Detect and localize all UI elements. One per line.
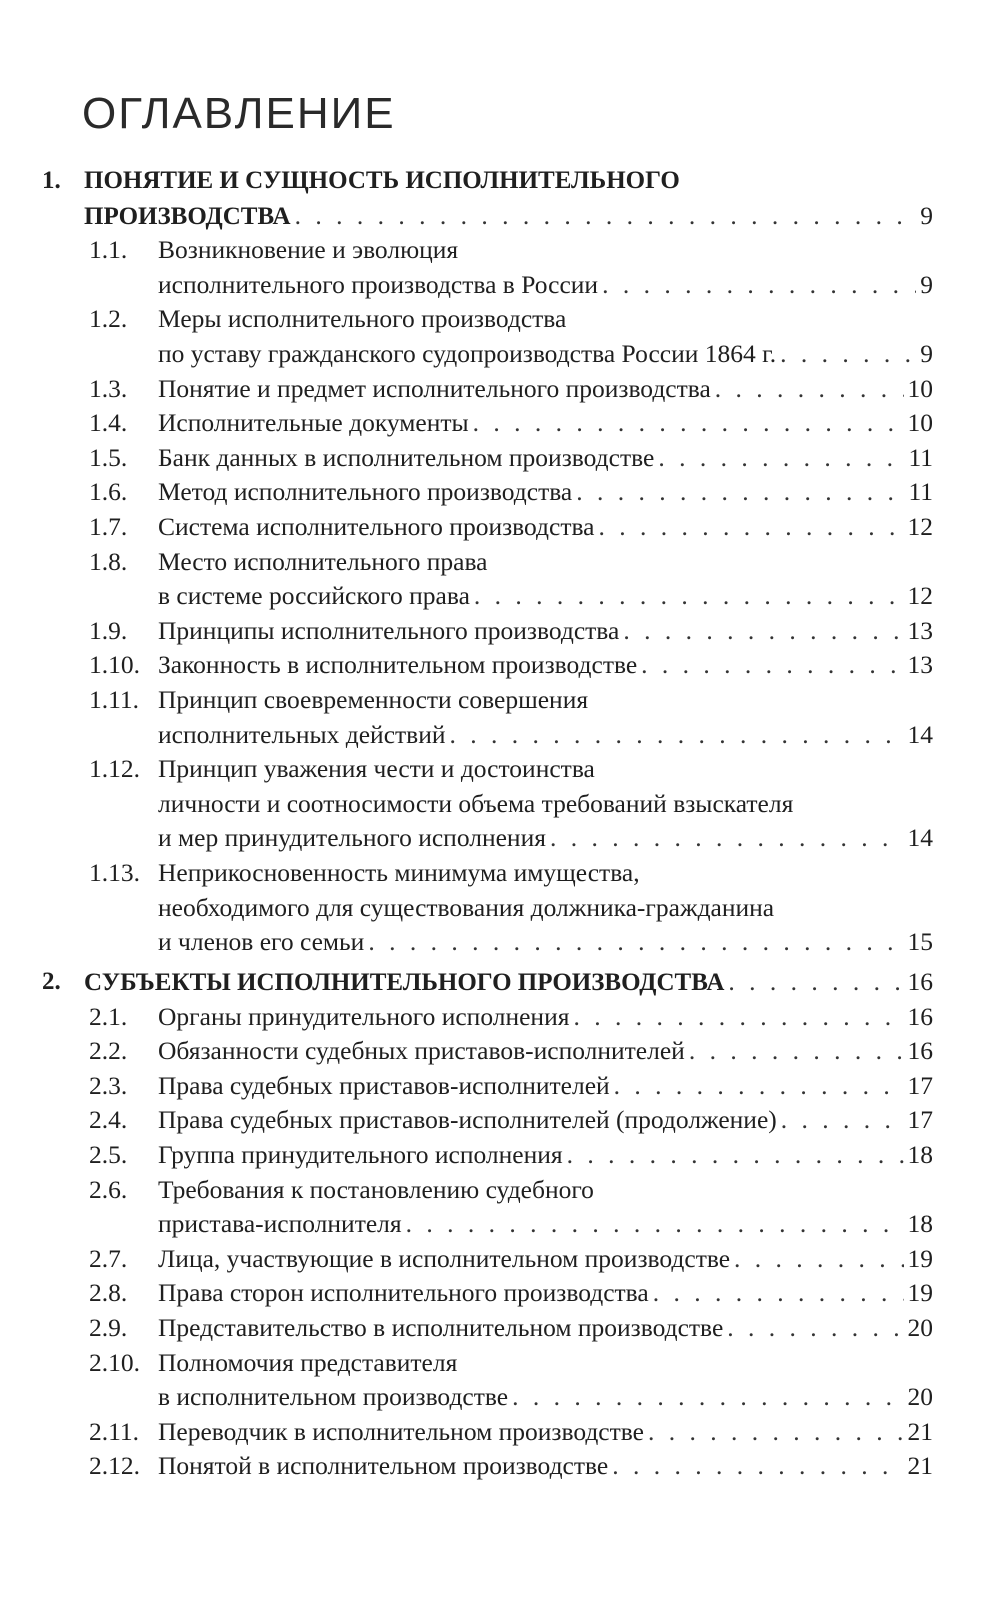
- page-number: 17: [907, 1070, 933, 1100]
- page-number: 10: [907, 408, 933, 438]
- section-entry-text: и мер принудительного исполнения: [158, 823, 546, 853]
- section-entry[interactable]: [158, 1311, 933, 1345]
- page-number: 13: [907, 650, 933, 680]
- section-number: 2.1.: [89, 1001, 128, 1031]
- section-number: 1.9.: [89, 615, 128, 645]
- page-number: 9: [920, 269, 933, 299]
- page-number: 19: [907, 1278, 933, 1308]
- section-number: 1.13.: [89, 858, 140, 887]
- section-entry[interactable]: [158, 1380, 933, 1414]
- section-title-line: личности и соотносимости объема требований взыскателя: [158, 788, 794, 818]
- page-number: 16: [907, 1001, 933, 1031]
- section-number: 2.2.: [89, 1036, 128, 1066]
- chapter-number: 1.: [42, 167, 61, 194]
- dot-leader: [689, 1034, 904, 1068]
- chapter-number: 2.: [42, 968, 61, 995]
- chapter-title-line: ПОНЯТИЕ И СУЩНОСТЬ ИСПОЛНИТЕЛЬНОГО: [84, 167, 680, 194]
- dot-leader: [599, 510, 904, 544]
- section-entry[interactable]: [158, 1138, 933, 1172]
- section-entry-text: Система исполнительного производства: [158, 512, 595, 541]
- section-number: 1.11.: [89, 685, 140, 714]
- section-entry[interactable]: [158, 1415, 933, 1449]
- page-number: 10: [907, 373, 933, 403]
- chapter-entry[interactable]: [84, 965, 933, 999]
- section-entry-text: Законность в исполнительном производстве: [158, 650, 638, 680]
- chapter-entry-text: СУБЪЕКТЫ ИСПОЛНИТЕЛЬНОГО ПРОИЗВОДСТВА: [84, 969, 725, 996]
- section-number: 1.6.: [89, 477, 128, 507]
- dot-leader: [623, 614, 903, 648]
- section-title-line: Требования к постановлению судебного: [158, 1174, 594, 1204]
- dot-leader: [658, 441, 904, 475]
- dot-leader: [576, 475, 904, 509]
- section-number: 2.9.: [89, 1313, 128, 1342]
- section-title-line: Принцип уважения чести и достоинства: [158, 754, 595, 784]
- section-entry-text: в системе российского права: [158, 581, 470, 611]
- page-number: 16: [907, 1036, 933, 1066]
- dot-leader: [567, 1138, 904, 1172]
- section-entry[interactable]: [158, 475, 933, 509]
- section-entry[interactable]: [158, 1000, 933, 1034]
- dot-leader: [450, 718, 904, 752]
- section-entry[interactable]: [158, 441, 933, 475]
- section-entry[interactable]: [158, 406, 933, 440]
- section-entry-text: исполнительного производства в России: [158, 269, 599, 299]
- section-entry-text: Принципы исполнительного производства: [158, 615, 620, 645]
- section-title-line: Неприкосновенность минимума имущества,: [158, 858, 640, 887]
- dot-leader: [474, 579, 904, 613]
- section-entry[interactable]: [158, 925, 933, 959]
- section-title-line: Полномочия представителя: [158, 1347, 458, 1377]
- section-entry-text: и членов его семьи: [158, 927, 365, 957]
- section-entry-text: Переводчик в исполнительном производстве: [158, 1416, 644, 1446]
- section-entry[interactable]: [158, 1207, 933, 1241]
- page-number: 21: [907, 1451, 933, 1481]
- section-number: 1.4.: [89, 408, 128, 438]
- section-number: 1.10.: [89, 650, 140, 680]
- section-title-line: Меры исполнительного производства: [158, 304, 567, 334]
- page-number: 11: [908, 442, 933, 472]
- section-entry[interactable]: [158, 1449, 933, 1483]
- page-number: 14: [907, 823, 933, 853]
- section-number: 2.3.: [89, 1070, 128, 1100]
- page-number: 12: [907, 581, 933, 611]
- dot-leader: [648, 1415, 904, 1449]
- section-entry[interactable]: [158, 648, 933, 682]
- section-number: 1.1.: [89, 235, 128, 265]
- section-entry-text: по уставу гражданского судопроизводства России 1864 г.: [158, 339, 777, 368]
- page-number: 21: [907, 1416, 933, 1446]
- section-number: 1.3.: [89, 373, 128, 403]
- section-entry-text: Понятие и предмет исполнительного производства: [158, 373, 711, 403]
- dot-leader: [473, 406, 904, 440]
- dot-leader: [550, 821, 904, 855]
- section-entry-text: в исполнительном производстве: [158, 1382, 509, 1412]
- page-number: 18: [907, 1140, 933, 1169]
- section-entry[interactable]: [158, 1103, 933, 1137]
- dot-leader: [734, 1242, 903, 1276]
- page-title: ОГЛАВЛЕНИЕ: [82, 89, 396, 138]
- dot-leader: [406, 1207, 904, 1241]
- section-number: 1.5.: [89, 442, 128, 472]
- page-number: 9: [920, 339, 933, 368]
- dot-leader: [573, 1000, 903, 1034]
- section-number: 2.5.: [89, 1140, 128, 1169]
- section-number: 1.2.: [89, 304, 128, 334]
- section-number: 2.4.: [89, 1105, 128, 1135]
- dot-leader: [368, 925, 903, 959]
- section-entry-text: Права сторон исполнительного производства: [158, 1278, 649, 1308]
- page-number: 17: [907, 1105, 933, 1135]
- section-number: 2.7.: [89, 1243, 128, 1273]
- section-entry[interactable]: [158, 579, 933, 613]
- section-entry-text: Представительство в исполнительном производстве: [158, 1313, 724, 1342]
- dot-leader: [715, 372, 904, 406]
- dot-leader: [612, 1449, 903, 1483]
- section-entry[interactable]: [158, 1034, 933, 1068]
- dot-leader: [780, 337, 916, 371]
- section-entry-text: пристава-исполнителя: [158, 1209, 402, 1239]
- section-entry-text: Исполнительные документы: [158, 408, 469, 438]
- dot-leader: [641, 648, 903, 682]
- section-title-line: Принцип своевременности совершения: [158, 685, 589, 714]
- page-number: 19: [907, 1243, 933, 1273]
- section-entry-text: Лица, участвующие в исполнительном производстве: [158, 1243, 731, 1273]
- section-number: 1.7.: [89, 512, 128, 541]
- section-title-line: необходимого для существования должника-гражданина: [158, 892, 775, 922]
- page-number: 11: [908, 477, 933, 507]
- section-number: 2.10.: [89, 1347, 140, 1377]
- section-title-line: Возникновение и эволюция: [158, 235, 459, 265]
- section-entry-text: Права судебных приставов-исполнителей: [158, 1070, 610, 1100]
- section-entry-text: исполнительных действий: [158, 719, 446, 749]
- section-entry-text: Органы принудительного исполнения: [158, 1001, 570, 1031]
- page-number: 14: [907, 719, 933, 749]
- page-number: 9: [920, 200, 933, 230]
- page-number: 20: [907, 1382, 933, 1412]
- dot-leader: [512, 1380, 903, 1414]
- section-entry[interactable]: [158, 1242, 933, 1276]
- page-number: 12: [907, 512, 933, 541]
- section-entry[interactable]: [158, 372, 933, 406]
- section-entry-text: Банк данных в исполнительном производстве: [158, 442, 655, 472]
- page-number: 16: [907, 967, 933, 996]
- section-number: 2.12.: [89, 1451, 140, 1481]
- dot-leader: [728, 965, 903, 999]
- chapter-entry[interactable]: [84, 199, 933, 233]
- page-number: 20: [907, 1313, 933, 1342]
- section-entry[interactable]: [158, 1276, 933, 1310]
- dot-leader: [295, 199, 917, 233]
- page-number: 13: [907, 615, 933, 645]
- section-entry[interactable]: [158, 337, 933, 371]
- dot-leader: [727, 1311, 903, 1345]
- section-entry[interactable]: [158, 268, 933, 302]
- dot-leader: [781, 1103, 904, 1137]
- dot-leader: [653, 1276, 904, 1310]
- dot-leader: [602, 268, 916, 302]
- page-number: 15: [907, 927, 933, 957]
- section-entry-text: Метод исполнительного производства: [158, 477, 573, 507]
- section-number: 2.6.: [89, 1174, 128, 1204]
- chapter-entry-text: ПРОИЗВОДСТВА: [84, 202, 291, 230]
- section-entry-text: Обязанности судебных приставов-исполнителей: [158, 1036, 685, 1066]
- dot-leader: [614, 1069, 904, 1103]
- section-entry[interactable]: [158, 1069, 933, 1103]
- section-number: 1.8.: [89, 546, 128, 576]
- section-entry[interactable]: [158, 718, 933, 752]
- section-entry[interactable]: [158, 821, 933, 855]
- page-number: 18: [907, 1209, 933, 1239]
- section-number: 1.12.: [89, 754, 140, 784]
- section-entry-text: Группа принудительного исполнения: [158, 1140, 563, 1169]
- section-title-line: Место исполнительного права: [158, 546, 488, 576]
- section-entry-text: Права судебных приставов-исполнителей (продолжение): [158, 1105, 777, 1135]
- section-number: 2.11.: [89, 1416, 140, 1446]
- section-entry-text: Понятой в исполнительном производстве: [158, 1451, 609, 1481]
- section-number: 2.8.: [89, 1278, 128, 1308]
- section-entry[interactable]: [158, 510, 933, 544]
- section-entry[interactable]: [158, 614, 933, 648]
